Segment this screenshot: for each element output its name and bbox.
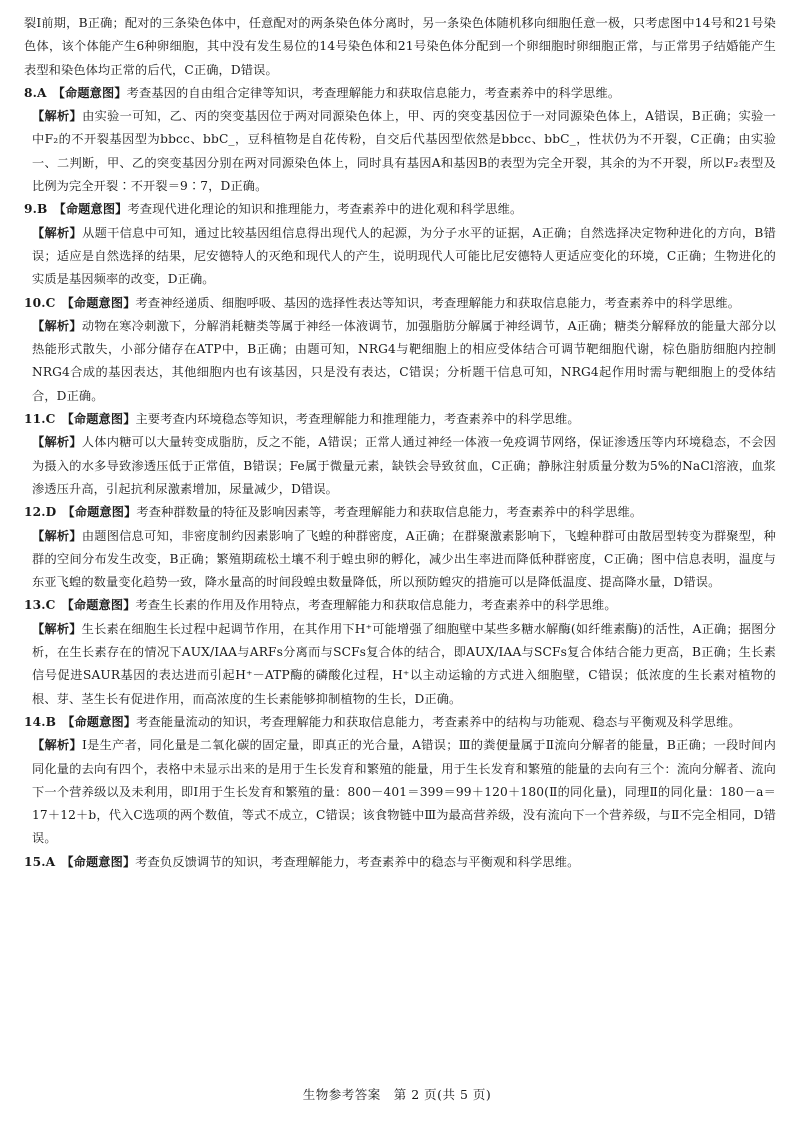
question-number: 11. [24, 412, 46, 427]
analysis-paragraph [24, 222, 776, 292]
answer-letter: C [45, 295, 56, 310]
intent-text: 考查现代进化理论的知识和推理能力，考查素养中的进化观和科学思维。 [127, 202, 523, 217]
intent-label: 【命题意图】 [61, 854, 136, 869]
analysis-paragraph [24, 525, 776, 595]
continuation-paragraph: 裂Ⅰ前期，B正确；配对的三条染色体中，任意配对的两条染色体分离时，另一条染色体随机移向细胞任意一极，只考虑图中14号和21号染色体，该个体能产生6种卵细胞，其中没有发生易位的14号染色体和21号染色体分配到一个卵细胞时卵细胞正常，与正常男子结婚能产生表型和染色体均正常的后代，C正确，D错误。 [24, 16, 776, 77]
question-list [24, 82, 776, 874]
analysis-paragraph [24, 734, 776, 850]
question-number: 15. [24, 854, 46, 869]
question-block [24, 594, 776, 710]
question-block [24, 501, 776, 594]
intent-label: 【命题意图】 [61, 598, 136, 613]
page-footer: 生物参考答案 第 2 页(共 5 页) [302, 1087, 492, 1102]
question-heading [24, 594, 776, 617]
intent-text: 考查种群数量的特征及影响因素等，考查理解能力和获取信息能力，考查素养中的科学思维。 [136, 505, 643, 520]
answer-letter: A [37, 85, 47, 100]
analysis-paragraph [24, 315, 776, 408]
intent-text: 考查负反馈调节的知识，考查理解能力，考查素养中的稳态与平衡观和科学思维。 [135, 854, 580, 869]
analysis-paragraph [24, 105, 776, 198]
intent-label: 【命题意图】 [61, 412, 136, 427]
answer-letter: C [45, 412, 56, 427]
question-number: 10. [24, 295, 46, 310]
question-heading [24, 711, 776, 734]
analysis-label: 【解析】 [32, 225, 83, 240]
question-number: 13. [24, 598, 46, 613]
question-number: 8. [24, 85, 38, 100]
analysis-label: 【解析】 [32, 528, 82, 543]
answer-letter: D [45, 505, 57, 520]
analysis-text: 人体内糖可以大量转变成脂肪，反之不能，A错误；正常人通过神经一体液一免疫调节网络，保证渗透压等内环境稳态，不会因为摄入的水多导致渗透压低于正常值，B错误；Fe属于微量元素，缺铁会导致贫血，C正确；静脉注射质量分数为5%的NaCl溶液，血浆渗透压升高，引起抗利尿激素增加，尿量减少，D错误。 [32, 435, 776, 496]
analysis-text: 生长素在细胞生长过程中起调节作用，在其作用下H⁺可能增强了细胞壁中某些多糖水解酶(如纤维素酶)的活性，A正确；据图分析，在生长素存在的情况下AUX/IAA与ARFs分离而与SCFs复合体的结合，即AUX/IAA与SCFs复合体结合能力更高，B正确；生长素信号促进SAUR基因的表达进而引起H⁺－ATP酶的磷酸化过程，H⁺以主动运输的方式进入细胞壁，C错误；低浓度的生长素对植物的根、芽、茎生长有促进作用，而高浓度的生长素能够抑制植物的生长，D正确。 [32, 621, 776, 706]
question-heading [24, 501, 776, 524]
intent-label: 【命题意图】 [62, 505, 137, 520]
answer-letter: C [45, 598, 56, 613]
answer-letter: B [37, 202, 48, 217]
question-heading [24, 198, 776, 221]
analysis-text: 动物在寒冷刺激下，分解消耗糖类等属于神经一体液调节，加强脂肪分解属于神经调节，A正确；糖类分解释放的能量大部分以热能形式散失，小部分储存在ATP中，B正确；由题可知，NRG4与靶细胞上的相应受体结合可调节靶细胞代谢，棕色脂肪细胞内控制NRG4合成的基因表达，其他细胞内也有该基因，只是没有表达，C错误；分析题干信息可知，NRG4起作用时需与靶细胞上的受体结合，D正确。 [32, 318, 776, 403]
analysis-label: 【解析】 [32, 435, 82, 450]
question-heading [24, 408, 776, 431]
analysis-paragraph [24, 431, 776, 501]
intent-label: 【命题意图】 [62, 714, 137, 729]
analysis-label: 【解析】 [32, 109, 83, 124]
intent-text: 考查基因的自由组合定律等知识，考查理解能力和获取信息能力，考查素养中的科学思维。 [126, 85, 621, 100]
intent-text: 主要考查内环境稳态等知识，考查理解能力和推理能力，考查素养中的科学思维。 [135, 412, 580, 427]
analysis-text: 由实验一可知，乙、丙的突变基因位于两对同源染色体上，甲、丙的突变基因位于一对同源染色体上，A错误，B正确；实验一中F₂的不开裂基因型为bbcc、bbC_，豆科植物是自花传粉，自交后代基因型依然是bbcc、bbC_，性状仍为不开裂，C正确；由实验一、二判断，甲、乙的突变基因分别在两对同源染色体上，同时具有基因A和基因B的表型为完全开裂，其余的为不开裂，所以F₂表型及比例为完全开裂∶不开裂＝9∶7，D正确。 [32, 109, 776, 194]
analysis-paragraph [24, 618, 776, 711]
analysis-label: 【解析】 [32, 738, 82, 753]
analysis-label: 【解析】 [32, 318, 82, 333]
question-number: 12. [24, 505, 46, 520]
question-block [24, 198, 776, 291]
question-heading [24, 851, 776, 874]
question-heading [24, 82, 776, 105]
question-block [24, 292, 776, 408]
question-block [24, 408, 776, 501]
intent-label: 【命题意图】 [52, 85, 127, 100]
analysis-text: 从题干信息中可知，通过比较基因组信息得出现代人的起源，为分子水平的证据，A正确；自然选择决定物种进化的方向，B错误；适应是自然选择的结果，尼安德特人的灭绝和现代人的产生，说明现代人可能比尼安德特人更适应变化的环境，C正确；生物进化的实质是基因频率的改变，D正确。 [32, 225, 776, 287]
analysis-text: Ⅰ是生产者，同化量是二氧化碳的固定量，即真正的光合量，A错误；Ⅲ的粪便量属于Ⅱ流向分解者的能量，B正确；一段时间内同化量的去向有四个，表格中未显示出来的是用于生长发育和繁殖的能量，用于生长发育和繁殖的能量的去向有三个：流向分解者、流向下一个营养级以及未利用，即Ⅰ用于生长发育和繁殖的量：800－401＝399＝99＋120＋180(Ⅱ的同化量)，同理Ⅱ的同化量：180－a＝17＋12＋b，代入C选项的两个数值，等式不成立，C错误；该食物链中Ⅲ为最高营养级，没有流向下一个营养级，与Ⅱ不完全相同，D错误。 [32, 738, 776, 846]
analysis-label: 【解析】 [32, 621, 82, 636]
answer-letter: A [45, 854, 56, 869]
answer-letter: B [45, 714, 57, 729]
intent-label: 【命题意图】 [53, 202, 128, 217]
analysis-text: 由题图信息可知，非密度制约因素影响了飞蝗的种群密度，A正确；在群聚激素影响下，飞蝗种群可由散居型转变为群聚型，种群的空间分布发生改变，B正确；繁殖期疏松土壤不利于蝗虫卵的孵化，减少出生率进而降低种群密度，C正确；图中信息表明，温度与东亚飞蝗的数量变化趋势一致，降水量高的时间段蝗虫数量降低，所以预防蝗灾的措施可以是降低温度、提高降水量，D错误。 [32, 528, 776, 590]
question-number: 9. [24, 202, 38, 217]
intent-text: 考查神经递质、细胞呼吸、基因的选择性表达等知识，考查理解能力和获取信息能力，考查素养中的科学思维。 [135, 295, 741, 310]
intent-text: 考查生长素的作用及作用特点，考查理解能力和获取信息能力，考查素养中的科学思维。 [135, 598, 617, 613]
question-block [24, 711, 776, 851]
intent-text: 考查能量流动的知识，考查理解能力和获取信息能力，考查素养中的结构与功能观、稳态与平衡观及科学思维。 [136, 714, 741, 729]
question-block [24, 851, 776, 874]
question-heading [24, 292, 776, 315]
question-number: 14. [24, 714, 46, 729]
page-content [24, 12, 776, 874]
intent-label: 【命题意图】 [61, 295, 136, 310]
question-block [24, 82, 776, 198]
